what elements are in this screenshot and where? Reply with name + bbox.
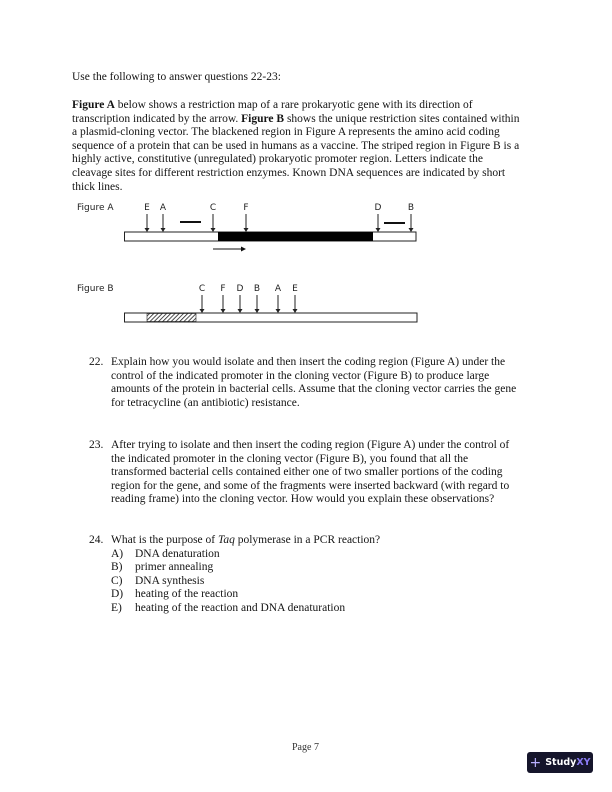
option-letter: E)	[111, 602, 122, 614]
site-label: E	[144, 203, 150, 213]
option-text: heating of the reaction	[135, 588, 239, 601]
question-number: 22.	[89, 356, 104, 368]
site-label: A	[274, 284, 282, 294]
answer-option-e[interactable]	[0, 602, 612, 616]
question-22	[0, 356, 612, 416]
question-line: for tetracycline (an antibiotic) resistance.	[111, 396, 300, 409]
promoter-region	[147, 314, 196, 322]
question-line: After trying to isolate and then insert the coding region (Figure A) under the control of	[111, 439, 510, 451]
paragraph-line-4: sequence of a protein that can be used in humans as a vaccine. The striped region in Figure B is a	[72, 139, 520, 152]
option-letter: B)	[111, 561, 123, 574]
figure-a	[77, 203, 416, 252]
option-text: primer annealing	[135, 561, 214, 574]
option-letter: C)	[111, 574, 123, 587]
restriction-map-figures	[0, 190, 612, 335]
site-arrow-e	[292, 284, 298, 313]
question-number: 23.	[89, 439, 104, 451]
question-23	[0, 439, 612, 511]
paragraph-line-5: highly active, constitutive (unregulated) prokaryotic promoter region. Letters indicate the	[72, 153, 483, 166]
answer-option-a[interactable]	[0, 548, 612, 562]
site-arrow-c	[210, 203, 216, 232]
site-label: D	[374, 203, 382, 213]
question-text	[111, 356, 516, 410]
site-label: C	[209, 203, 217, 213]
answer-option-c[interactable]	[0, 575, 612, 589]
paragraph-line-3: a plasmid-cloning vector. The blackened region in Figure A represents the amino acid coding	[72, 126, 500, 139]
site-label: B	[407, 203, 415, 213]
site-arrow-b	[408, 203, 414, 232]
intro-text: Use the following to answer questions 22-23:	[72, 71, 281, 83]
question-line: Explain how you would isolate and then insert the coding region (Figure A) under the	[111, 356, 506, 368]
question-line: transformed bacterial cells contained either one of two smaller portions of the coding	[111, 466, 503, 479]
site-label: B	[253, 284, 261, 294]
answer-option-b[interactable]	[0, 561, 612, 575]
question-line: reading frame) into the cloning vector. How would you explain these observations?	[111, 493, 495, 506]
question-text	[111, 534, 380, 548]
studyxy-badge[interactable]	[527, 752, 593, 773]
site-arrow-e	[144, 203, 150, 232]
figure-b	[77, 284, 417, 322]
option-letter: A)	[111, 547, 124, 560]
site-arrow-d	[375, 203, 382, 232]
site-arrow-b	[254, 284, 260, 313]
question-24	[0, 534, 612, 620]
site-label: C	[198, 284, 206, 294]
figure-a-label: Figure A	[77, 203, 114, 213]
site-arrow-a	[275, 284, 282, 313]
coding-region	[218, 232, 373, 241]
option-letter: D)	[111, 588, 124, 601]
site-label: F	[243, 203, 249, 213]
site-label: D	[236, 284, 244, 294]
paragraph-line-2	[72, 113, 519, 127]
site-arrow-f	[220, 284, 225, 313]
paragraph-line-7: thick lines.	[72, 180, 123, 193]
option-text: DNA synthesis	[135, 574, 205, 587]
site-label: E	[292, 284, 298, 294]
figure-description-paragraph	[72, 99, 519, 194]
site-label: A	[159, 203, 167, 213]
question-line: control of the indicated promoter in the cloning vector (Figure B) to produce large	[111, 369, 490, 382]
question-line: amounts of the protein in bacterial cells. Assume that the cloning vector carries the gene	[111, 383, 517, 396]
plus-icon: +	[529, 754, 542, 771]
taq-term: Taq	[218, 534, 235, 546]
question-line: region for the gene, and some of the fragments were inserted backward (with regard to	[111, 479, 510, 492]
question-text	[111, 439, 509, 507]
badge-brand-study: Study	[545, 757, 577, 768]
transcription-direction-arrow	[213, 247, 246, 252]
site-arrow-c	[199, 284, 205, 313]
figure-b-label: Figure B	[77, 284, 114, 294]
figure-b-ref: Figure B	[241, 112, 285, 125]
question-stem: What is the purpose of	[111, 534, 218, 546]
site-arrow-f	[243, 203, 248, 232]
paragraph-text: transcription indicated by the arrow.	[72, 112, 242, 125]
site-arrow-d	[237, 284, 244, 313]
option-text: DNA denaturation	[135, 547, 220, 560]
answer-option-d[interactable]	[0, 588, 612, 602]
question-stem: polymerase in a PCR reaction?	[234, 534, 381, 546]
site-arrow-a	[160, 203, 167, 232]
option-text: heating of the reaction and DNA denaturation	[135, 602, 346, 614]
question-line: the indicated promoter in the cloning vector (Figure B), you found that all the	[111, 452, 469, 465]
badge-brand-xy: XY	[576, 757, 591, 768]
paragraph-text: shows the unique restriction sites contained within	[284, 112, 520, 125]
paragraph-line-1	[72, 99, 519, 113]
site-label: F	[220, 284, 226, 294]
page-number: Page 7	[292, 742, 319, 753]
question-number: 24.	[89, 534, 104, 546]
paragraph-line-6: cleavage sites for different restriction enzymes. Known DNA sequences are indicated by short	[72, 166, 506, 179]
figure-a-ref: Figure A	[72, 99, 115, 111]
paragraph-text: below shows a restriction map of a rare prokaryotic gene with its direction of	[114, 99, 473, 111]
